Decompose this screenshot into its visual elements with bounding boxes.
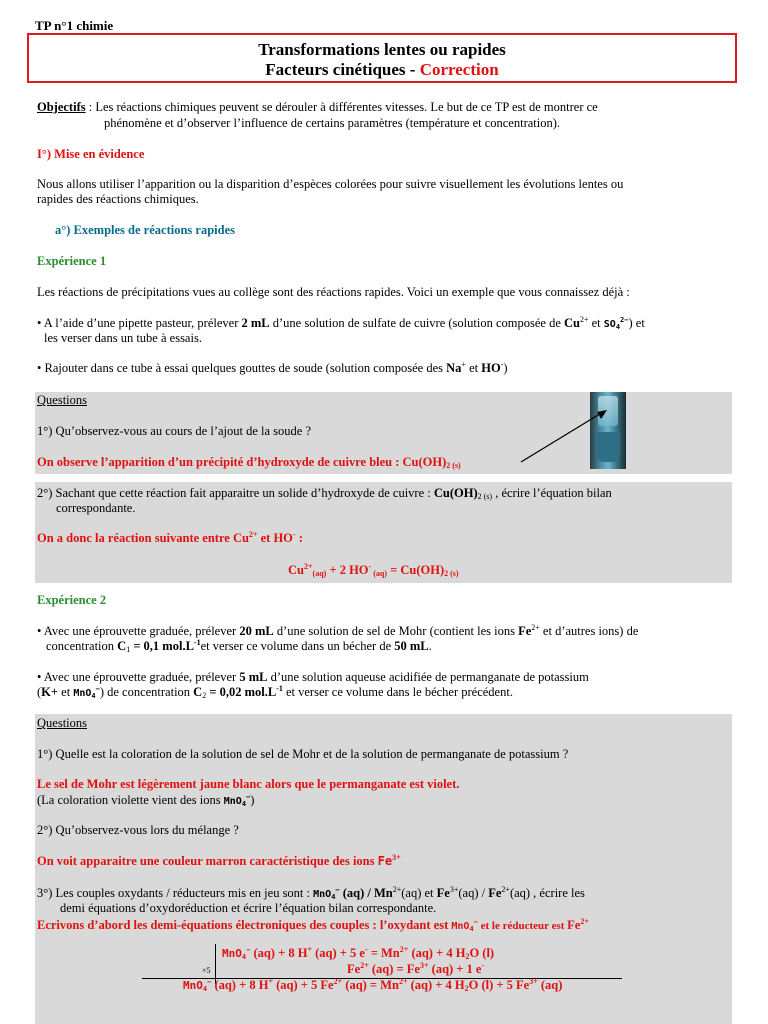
exp2-step-1 bbox=[37, 624, 638, 639]
b1a: • Avec une éprouvette graduée, prélever bbox=[37, 624, 240, 638]
title-correction: Correction bbox=[419, 60, 499, 79]
a2bsup: - bbox=[292, 530, 296, 539]
exp1-answer-1 bbox=[37, 455, 461, 470]
tfesup: 2+ bbox=[333, 977, 343, 986]
q2bsub: 2 (s) bbox=[477, 492, 493, 501]
questions-label-2: Questions bbox=[37, 716, 87, 730]
s1b: 2 mL bbox=[241, 316, 270, 330]
tmnosub: 4 bbox=[202, 985, 208, 993]
section-heading-1: I°) Mise en évidence bbox=[37, 147, 145, 161]
s2hosup: - bbox=[500, 360, 504, 369]
h1h2osub: 2 bbox=[465, 952, 470, 961]
h1mno: MnO bbox=[222, 947, 242, 960]
h1r4: (aq) + 4 H bbox=[408, 946, 466, 960]
s1so4sup: 2− bbox=[620, 316, 629, 324]
eqcusup: 2+ bbox=[303, 562, 313, 571]
q3mno: MnO bbox=[313, 889, 332, 900]
objectives-line-1 bbox=[37, 100, 598, 115]
h2fesup: 2+ bbox=[360, 961, 369, 970]
eqendsub: 2 (s) bbox=[444, 569, 459, 578]
a2t: On a donc la réaction suivante entre Cu bbox=[37, 531, 249, 545]
tmnosup: − bbox=[207, 978, 212, 986]
b1l2val: = 0,1 mol.L bbox=[130, 639, 194, 653]
a3fe: Fe bbox=[567, 918, 581, 932]
h1esup: - bbox=[364, 945, 368, 954]
h1r3: = Mn bbox=[367, 946, 400, 960]
b2l2end: et verser ce volume dans le bécher précédent. bbox=[282, 685, 513, 699]
b2c: d’une solution aqueuse acidifiée de permanganate de potassium bbox=[267, 670, 589, 684]
tb: (aq) + 5 Fe bbox=[273, 978, 334, 992]
q3mnosub: 4 bbox=[331, 893, 336, 901]
a3mnosup: − bbox=[473, 918, 478, 926]
b2a: • Avec une éprouvette graduée, prélever bbox=[37, 670, 240, 684]
a1nend: ) bbox=[250, 793, 255, 807]
exp2-step-2 bbox=[37, 670, 589, 685]
tf: (aq) bbox=[537, 978, 563, 992]
title-line-2 bbox=[29, 60, 735, 80]
tmnsup: 2+ bbox=[398, 977, 408, 986]
exp2-step-2-line-2 bbox=[37, 685, 513, 700]
q3fesup: 3+ bbox=[449, 885, 459, 894]
q3b: (aq) / bbox=[339, 886, 374, 900]
q3c: (aq) et bbox=[401, 886, 437, 900]
q3d: (aq) / bbox=[458, 886, 489, 900]
experience-1-heading: Expérience 1 bbox=[37, 254, 107, 268]
multiplier: ×5 bbox=[202, 966, 211, 975]
q3mnsup: 2+ bbox=[392, 885, 402, 894]
a3b: et le réducteur est bbox=[477, 920, 568, 932]
th2osub: 2 bbox=[464, 984, 469, 993]
exp2-step-1-line-2 bbox=[46, 639, 432, 654]
h2mid2: (aq) + 1 e bbox=[428, 962, 482, 976]
td: (aq) + 4 H bbox=[407, 978, 465, 992]
b2l2mnosup: − bbox=[95, 685, 100, 693]
experience-1-intro: Les réactions de précipitations vues au collège sont des réactions rapides. Voici un exemple que vous connaissez déjà : bbox=[37, 285, 630, 299]
exp1-equation bbox=[288, 563, 459, 578]
q3e: (aq) , écrire les bbox=[509, 886, 585, 900]
half-equation-2 bbox=[347, 962, 484, 977]
b1c: d’une solution de sel de Mohr (contient les ions bbox=[273, 624, 519, 638]
objectives-sep: : bbox=[85, 100, 96, 114]
total-equation bbox=[183, 978, 562, 993]
a3mno: MnO bbox=[451, 921, 470, 932]
b2l2mnosub: 4 bbox=[91, 692, 96, 700]
ea2fesup: 3+ bbox=[392, 853, 401, 862]
q3a: 3°) Les couples oxydants / réducteurs mis en jeu sont : bbox=[37, 886, 314, 900]
a3a: Ecrivons d’abord les demi-équations électroniques des couples : l’oxydant est bbox=[37, 918, 452, 932]
h1mnosub: 4 bbox=[241, 953, 247, 961]
b2b: 5 mL bbox=[239, 670, 268, 684]
s1so4sub: 4 bbox=[615, 323, 621, 331]
s1a: • A l’aide d’une pipette pasteur, prélever bbox=[37, 316, 242, 330]
b1l2end: . bbox=[428, 639, 432, 653]
s1so4: SO bbox=[603, 319, 616, 330]
a1nsup: − bbox=[246, 793, 251, 801]
q3fe2: Fe bbox=[488, 886, 502, 900]
h1mnosup: − bbox=[246, 946, 251, 954]
title-box bbox=[27, 33, 737, 83]
objectives-text-1: Les réactions chimiques peuvent se dérouler à différentes vitesses. Le but de ce TP est de montrer ce bbox=[95, 100, 598, 114]
tc: (aq) = Mn bbox=[342, 978, 399, 992]
a3fesup: 2+ bbox=[580, 917, 589, 926]
h2fe: Fe bbox=[347, 962, 361, 976]
a2b: et HO bbox=[257, 531, 293, 545]
s1c: d’une solution de sulfate de cuivre (solution composée de bbox=[269, 316, 564, 330]
h2esup: - bbox=[481, 961, 485, 970]
b2l2c: C bbox=[193, 685, 203, 699]
q3fe: Fe bbox=[436, 886, 450, 900]
s2a: • Rajouter dans ce tube à essai quelques gouttes de soude (solution composée des bbox=[37, 361, 447, 375]
h1end: O (l) bbox=[469, 946, 495, 960]
s2nasup: + bbox=[461, 360, 466, 369]
b1l2b: et verser ce volume dans un bécher de bbox=[200, 639, 395, 653]
exp2-answer-3 bbox=[37, 918, 589, 933]
b2l2et: et bbox=[58, 685, 74, 699]
s2na: Na bbox=[446, 361, 462, 375]
s2et: et bbox=[465, 361, 482, 375]
b1l2v: 50 mL bbox=[394, 639, 429, 653]
h2mid: (aq) = Fe bbox=[368, 962, 420, 976]
a1nsub: 4 bbox=[241, 800, 247, 808]
b2l2b: ) de concentration bbox=[99, 685, 194, 699]
h1hsup: + bbox=[307, 945, 312, 954]
eqhosup: - bbox=[368, 562, 372, 571]
q3mnosup: − bbox=[335, 886, 340, 894]
tmno: MnO bbox=[183, 979, 203, 992]
te: O (l) + 5 Fe bbox=[468, 978, 530, 992]
experience-2-heading: Expérience 2 bbox=[37, 593, 107, 607]
b1l2csub: 1 bbox=[126, 645, 131, 654]
b2l2mno: MnO bbox=[73, 688, 92, 699]
intro-line-2: rapides des réactions chimiques. bbox=[37, 192, 199, 206]
subsection-a: a°) Exemples de réactions rapides bbox=[55, 223, 235, 237]
b1l2valsup: -1 bbox=[193, 638, 201, 647]
exp2-answer-1-note bbox=[37, 793, 254, 808]
ta: (aq) + 8 H bbox=[211, 978, 269, 992]
b2l2valsup: -1 bbox=[276, 684, 283, 693]
exp1-question-2 bbox=[37, 486, 612, 501]
intro-line-1: Nous allons utiliser l’apparition ou la disparition d’espèces colorées pour suivre visuellement les évolutions lentes ou bbox=[37, 177, 624, 191]
document-header: TP n°1 chimie bbox=[35, 18, 114, 33]
ea2fe: Fe bbox=[377, 854, 393, 868]
b1l2a: concentration bbox=[46, 639, 118, 653]
s1et: et bbox=[588, 316, 604, 330]
eqcu: Cu bbox=[288, 563, 304, 577]
exp2-question-2: 2°) Qu’observez-vous lors du mélange ? bbox=[37, 823, 239, 837]
b1fe: Fe bbox=[518, 624, 532, 638]
s1cu: Cu bbox=[564, 316, 580, 330]
b1d: et d’autres ions) de bbox=[539, 624, 639, 638]
exp2-answer-1: Le sel de Mohr est légèrement jaune blanc alors que le permanganate est violet. bbox=[37, 777, 460, 791]
b1l2c: C bbox=[117, 639, 127, 653]
b2l2k: K+ bbox=[41, 685, 59, 699]
q2a: 2°) Sachant que cette réaction fait apparaitre un solide d’hydroxyde de cuivre : bbox=[37, 486, 434, 500]
ea2: On voit apparaitre une couleur marron caractéristique des ions bbox=[37, 854, 378, 868]
exp2-question-3-line-2: demi équations d’oxydoréduction et écrire l’équation bilan correspondante. bbox=[60, 901, 437, 915]
s2ho: HO bbox=[481, 361, 501, 375]
h1r1: (aq) + 8 H bbox=[250, 946, 308, 960]
objectives-label: Objectifs bbox=[37, 100, 86, 114]
a2c: : bbox=[295, 531, 303, 545]
a1nmno: MnO bbox=[223, 796, 242, 807]
q2c: , écrire l’équation bilan bbox=[492, 486, 612, 500]
b2l2val: = 0,02 mol.L bbox=[206, 685, 277, 699]
b1b: 20 mL bbox=[239, 624, 274, 638]
exp2-question-3 bbox=[37, 886, 585, 901]
a1na: (La coloration violette vient des ions bbox=[37, 793, 224, 807]
s1cusup: 2+ bbox=[579, 315, 589, 324]
h2fe3sup: 3+ bbox=[419, 961, 429, 970]
thsup: + bbox=[268, 977, 273, 986]
q3fe2sup: 2+ bbox=[501, 885, 510, 894]
eqmid: + 2 HO bbox=[326, 563, 369, 577]
exp1-step-1-line-2: les verser dans un tube à essais. bbox=[44, 331, 202, 345]
s2end: ) bbox=[503, 361, 508, 375]
exp1-question-2-line-2: correspondante. bbox=[56, 501, 136, 515]
exp1-question-1: 1°) Qu’observez-vous au cours de l’ajout de la soude ? bbox=[37, 424, 312, 438]
tfe3sup: 3+ bbox=[529, 977, 538, 986]
half-equation-1 bbox=[222, 946, 494, 961]
q3mn: Mn bbox=[374, 886, 393, 900]
exp2-question-1: 1°) Quelle est la coloration de la solution de sel de Mohr et de la solution de permanganate de potassium ? bbox=[37, 747, 569, 761]
b2l2csub: 2 bbox=[202, 691, 207, 700]
questions-label-1: Questions bbox=[37, 393, 87, 407]
a3mnosub: 4 bbox=[469, 925, 474, 933]
h1mnsup: 2+ bbox=[399, 945, 409, 954]
b2l2a: ( bbox=[37, 685, 42, 699]
exp2-answer-2 bbox=[37, 854, 401, 869]
arrow-pointer bbox=[515, 400, 615, 470]
b1fesup: 2+ bbox=[531, 623, 540, 632]
s1end: ) et bbox=[628, 316, 645, 330]
exp1-step-2 bbox=[37, 361, 508, 376]
eqcusub: (aq) bbox=[312, 569, 327, 578]
exp1-answer-2 bbox=[37, 531, 303, 546]
h1r2: (aq) + 5 e bbox=[312, 946, 365, 960]
title-line-1: Transformations lentes ou rapides bbox=[258, 40, 506, 59]
exp1-step-1 bbox=[37, 316, 645, 331]
a1text: On observe l’apparition d’un précipité d’hydroxyde de cuivre bleu : Cu(OH) bbox=[37, 455, 447, 469]
q2b: Cu(OH) bbox=[433, 486, 478, 500]
eqhosub: (aq) bbox=[371, 569, 387, 578]
a1sub: 2 (s) bbox=[446, 461, 461, 470]
a2sup: 2+ bbox=[248, 530, 258, 539]
objectives-line-2: phénomène et d’observer l’influence de certains paramètres (température et concentration). bbox=[104, 116, 561, 130]
eqeq: = Cu(OH) bbox=[386, 563, 445, 577]
title-prefix: Facteurs cinétiques - bbox=[265, 60, 420, 79]
